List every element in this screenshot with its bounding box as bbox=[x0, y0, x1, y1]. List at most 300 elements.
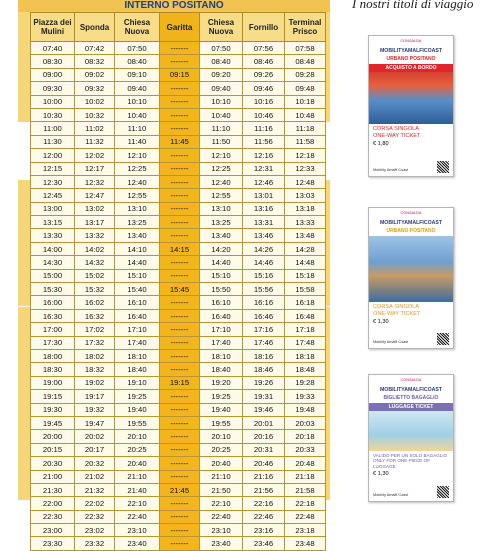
table-cell: 19:40 bbox=[200, 403, 243, 416]
ticket-footer: Mobility Amalfi Coast bbox=[373, 340, 409, 344]
table-cell: 21:00 bbox=[31, 470, 75, 483]
table-cell: 20:31 bbox=[243, 443, 285, 456]
table-row bbox=[31, 175, 326, 188]
table-cell: 19:00 bbox=[31, 376, 75, 389]
table-cell: 23:02 bbox=[75, 524, 115, 537]
table-cell: 21:56 bbox=[243, 483, 285, 496]
table-cell: 09:02 bbox=[75, 68, 115, 81]
ticket-top-label: CONSALDA bbox=[400, 378, 422, 382]
table-row bbox=[31, 256, 326, 269]
table-cell: 11:18 bbox=[285, 122, 326, 135]
table-cell: 17:10 bbox=[115, 323, 160, 336]
table-cell: 13:40 bbox=[200, 229, 243, 242]
table-cell: 14:32 bbox=[75, 256, 115, 269]
table-cell: 13:02 bbox=[75, 202, 115, 215]
col-header: Chiesa Nuova bbox=[115, 13, 160, 42]
col-header: Fornillo bbox=[243, 13, 285, 42]
table-cell: 12:17 bbox=[75, 162, 115, 175]
table-cell: 14:46 bbox=[243, 256, 285, 269]
table-row bbox=[31, 269, 326, 282]
table-cell: 07:50 bbox=[115, 42, 160, 55]
table-cell: 10:46 bbox=[243, 108, 285, 121]
table-cell: 23:40 bbox=[200, 537, 243, 550]
table-row bbox=[31, 55, 326, 68]
table-cell: 19:17 bbox=[75, 390, 115, 403]
table-cell: 19:15 bbox=[160, 376, 200, 389]
table-cell: 22:30 bbox=[31, 510, 75, 523]
qr-code-icon bbox=[437, 486, 449, 498]
table-cell: 14:26 bbox=[243, 242, 285, 255]
table-cell: 19:20 bbox=[200, 376, 243, 389]
table-cell: 09:10 bbox=[115, 68, 160, 81]
table-cell: 21:32 bbox=[75, 483, 115, 496]
table-cell: 16:16 bbox=[243, 296, 285, 309]
table-cell: 07:40 bbox=[31, 42, 75, 55]
table-cell: 22:02 bbox=[75, 497, 115, 510]
table-cell: 13:17 bbox=[75, 216, 115, 229]
col-header: Terminal Prisco bbox=[285, 13, 326, 42]
ticket-line1: CORSA SINGOLA bbox=[373, 304, 420, 310]
table-cell: 20:40 bbox=[115, 457, 160, 470]
table-cell: 12:16 bbox=[243, 149, 285, 162]
table-cell: 19:55 bbox=[115, 416, 160, 429]
table-cell: 09:26 bbox=[243, 68, 285, 81]
table-cell: 19:30 bbox=[31, 403, 75, 416]
table-cell: 21:58 bbox=[285, 483, 326, 496]
table-cell: 15:10 bbox=[115, 269, 160, 282]
table-cell: ------- bbox=[160, 537, 200, 550]
table-cell: 10:40 bbox=[115, 108, 160, 121]
table-cell: 16:10 bbox=[115, 296, 160, 309]
table-cell: ------- bbox=[160, 149, 200, 162]
table-cell: 18:10 bbox=[200, 349, 243, 362]
table-cell: 19:32 bbox=[75, 403, 115, 416]
table-cell: 20:25 bbox=[115, 443, 160, 456]
table-cell: 13:15 bbox=[31, 216, 75, 229]
table-cell: 18:10 bbox=[115, 349, 160, 362]
table-row bbox=[31, 497, 326, 510]
ticket-header bbox=[369, 36, 453, 64]
table-row bbox=[31, 42, 326, 55]
ticket-header bbox=[369, 375, 453, 403]
table-cell: 20:33 bbox=[285, 443, 326, 456]
table-cell: 15:50 bbox=[200, 283, 243, 296]
table-cell: ------- bbox=[160, 296, 200, 309]
table-cell: 14:40 bbox=[115, 256, 160, 269]
table-cell: 12:10 bbox=[115, 149, 160, 162]
table-cell: 20:46 bbox=[243, 457, 285, 470]
table-cell: 11:30 bbox=[31, 135, 75, 148]
table-cell: 12:55 bbox=[115, 189, 160, 202]
table-cell: 08:40 bbox=[200, 55, 243, 68]
table-cell: 16:00 bbox=[31, 296, 75, 309]
table-cell: 12:32 bbox=[75, 175, 115, 188]
table-cell: ------- bbox=[160, 390, 200, 403]
table-cell: 18:40 bbox=[200, 363, 243, 376]
table-cell: 18:18 bbox=[285, 349, 326, 362]
table-cell: 11:45 bbox=[160, 135, 200, 148]
table-cell: 22:10 bbox=[200, 497, 243, 510]
table-cell: ------- bbox=[160, 510, 200, 523]
table-cell: 21:10 bbox=[115, 470, 160, 483]
table-cell: 09:15 bbox=[160, 68, 200, 81]
table-cell: 20:02 bbox=[75, 430, 115, 443]
table-cell: 15:10 bbox=[200, 269, 243, 282]
table-row bbox=[31, 524, 326, 537]
table-cell: 19:15 bbox=[31, 390, 75, 403]
ticket-text bbox=[369, 302, 453, 319]
table-cell: 18:32 bbox=[75, 363, 115, 376]
table-cell: 17:30 bbox=[31, 336, 75, 349]
table-cell: 22:40 bbox=[115, 510, 160, 523]
table-cell: 17:10 bbox=[200, 323, 243, 336]
table-cell: 14:30 bbox=[31, 256, 75, 269]
table-cell: 13:33 bbox=[285, 216, 326, 229]
table-cell: 13:32 bbox=[75, 229, 115, 242]
table-cell: 21:02 bbox=[75, 470, 115, 483]
table-cell: 15:00 bbox=[31, 269, 75, 282]
qr-code-icon bbox=[437, 161, 449, 173]
table-cell: 08:46 bbox=[243, 55, 285, 68]
table-cell: 11:58 bbox=[285, 135, 326, 148]
table-row bbox=[31, 202, 326, 215]
table-cell: 21:10 bbox=[200, 470, 243, 483]
table-cell: 21:40 bbox=[115, 483, 160, 496]
table-cell: 18:02 bbox=[75, 349, 115, 362]
table-cell: 14:48 bbox=[285, 256, 326, 269]
table-cell: 14:15 bbox=[160, 242, 200, 255]
table-cell: 09:28 bbox=[285, 68, 326, 81]
table-cell: 14:02 bbox=[75, 242, 115, 255]
table-cell: 19:25 bbox=[200, 390, 243, 403]
table-cell: ------- bbox=[160, 470, 200, 483]
table-cell: ------- bbox=[160, 443, 200, 456]
table-cell: 14:40 bbox=[200, 256, 243, 269]
table-cell: 17:40 bbox=[115, 336, 160, 349]
table-cell: 13:10 bbox=[115, 202, 160, 215]
ticket-footer: Mobility Amalfi Coast bbox=[373, 168, 409, 172]
ticket-line2: ONLY FOR ONE PIECE OF LUGGAGE bbox=[373, 458, 431, 469]
table-cell: ------- bbox=[160, 323, 200, 336]
table-cell: 15:30 bbox=[31, 283, 75, 296]
table-cell: 16:18 bbox=[285, 296, 326, 309]
table-cell: 11:00 bbox=[31, 122, 75, 135]
table-cell: 17:32 bbox=[75, 336, 115, 349]
table-cell: 12:25 bbox=[200, 162, 243, 175]
table-cell: ------- bbox=[160, 416, 200, 429]
ticket-line1: CORSA SINGOLA bbox=[373, 126, 420, 132]
table-cell: 09:40 bbox=[115, 82, 160, 95]
table-cell: 20:15 bbox=[31, 443, 75, 456]
col-header: Piazza dei Mulini bbox=[31, 13, 75, 42]
table-cell: 20:18 bbox=[285, 430, 326, 443]
table-cell: 11:16 bbox=[243, 122, 285, 135]
table-cell: 10:30 bbox=[31, 108, 75, 121]
table-row bbox=[31, 189, 326, 202]
table-cell: 11:40 bbox=[115, 135, 160, 148]
table-cell: 11:02 bbox=[75, 122, 115, 135]
table-cell: 18:30 bbox=[31, 363, 75, 376]
table-cell: 17:40 bbox=[200, 336, 243, 349]
table-cell: 12:40 bbox=[200, 175, 243, 188]
table-cell: 11:50 bbox=[200, 135, 243, 148]
ticket-card bbox=[368, 374, 454, 502]
table-cell: 15:02 bbox=[75, 269, 115, 282]
table-row bbox=[31, 242, 326, 255]
table-row bbox=[31, 390, 326, 403]
col-header: Chiesa Nuova bbox=[200, 13, 243, 42]
table-cell: ------- bbox=[160, 42, 200, 55]
table-cell: 13:10 bbox=[200, 202, 243, 215]
tickets-title: I nostri titoli di viaggio bbox=[352, 0, 474, 11]
ticket-subtitle: BIGLIETTO BAGAGLIO bbox=[383, 395, 439, 401]
table-cell: 21:30 bbox=[31, 483, 75, 496]
table-cell: 19:28 bbox=[285, 376, 326, 389]
table-cell: ------- bbox=[160, 95, 200, 108]
table-cell: 16:10 bbox=[200, 296, 243, 309]
table-cell: 12:40 bbox=[115, 175, 160, 188]
table-cell: 20:25 bbox=[200, 443, 243, 456]
table-cell: 20:40 bbox=[200, 457, 243, 470]
table-cell: 15:40 bbox=[115, 283, 160, 296]
table-row bbox=[31, 416, 326, 429]
table-cell: 18:48 bbox=[285, 363, 326, 376]
table-cell: 22:32 bbox=[75, 510, 115, 523]
table-cell: 13:01 bbox=[243, 189, 285, 202]
table-cell: 08:40 bbox=[115, 55, 160, 68]
table-cell: 12:02 bbox=[75, 149, 115, 162]
ticket-band: ACQUISTO A BORDO bbox=[369, 64, 453, 72]
table-cell: ------- bbox=[160, 229, 200, 242]
table-cell: 12:18 bbox=[285, 149, 326, 162]
table-row bbox=[31, 537, 326, 550]
table-cell: 19:46 bbox=[243, 403, 285, 416]
table-row bbox=[31, 336, 326, 349]
table-cell: 23:46 bbox=[243, 537, 285, 550]
table-row bbox=[31, 457, 326, 470]
table-cell: 14:00 bbox=[31, 242, 75, 255]
table-cell: 07:50 bbox=[200, 42, 243, 55]
table-cell: 17:16 bbox=[243, 323, 285, 336]
table-cell: 09:00 bbox=[31, 68, 75, 81]
ticket-photo bbox=[369, 64, 453, 124]
table-cell: 09:30 bbox=[31, 82, 75, 95]
table-cell: 18:16 bbox=[243, 349, 285, 362]
table-cell: ------- bbox=[160, 269, 200, 282]
table-cell: 08:48 bbox=[285, 55, 326, 68]
table-cell: 13:03 bbox=[285, 189, 326, 202]
table-cell: ------- bbox=[160, 309, 200, 322]
table-cell: 14:28 bbox=[285, 242, 326, 255]
table-cell: 17:18 bbox=[285, 323, 326, 336]
ticket-subtitle: URBANO POSITANO bbox=[386, 56, 436, 62]
table-cell: 19:45 bbox=[31, 416, 75, 429]
timetable-body bbox=[31, 42, 326, 551]
timetable bbox=[30, 12, 326, 551]
table-cell: 12:31 bbox=[243, 162, 285, 175]
table-cell: 20:01 bbox=[243, 416, 285, 429]
ticket-band: LUGGAGE TICKET bbox=[369, 403, 453, 411]
table-cell: 23:16 bbox=[243, 524, 285, 537]
ticket-line2: ONE-WAY TICKET bbox=[373, 132, 421, 139]
ticket-price: € 1,30 bbox=[373, 319, 389, 325]
table-cell: 19:55 bbox=[200, 416, 243, 429]
table-cell: 13:46 bbox=[243, 229, 285, 242]
col-header: Garitta bbox=[160, 13, 200, 42]
ticket-line1: VALIDO PER UN SOLO BAGAGLIO bbox=[373, 453, 448, 458]
ticket-card bbox=[368, 35, 454, 177]
table-cell: 19:31 bbox=[243, 390, 285, 403]
table-cell: 15:58 bbox=[285, 283, 326, 296]
table-cell: 08:32 bbox=[75, 55, 115, 68]
table-row bbox=[31, 283, 326, 296]
table-cell: 09:20 bbox=[200, 68, 243, 81]
table-cell: 10:16 bbox=[243, 95, 285, 108]
table-row bbox=[31, 309, 326, 322]
table-cell: 14:10 bbox=[115, 242, 160, 255]
table-cell: 19:25 bbox=[115, 390, 160, 403]
table-row bbox=[31, 95, 326, 108]
table-row bbox=[31, 82, 326, 95]
table-cell: 19:33 bbox=[285, 390, 326, 403]
table-row bbox=[31, 349, 326, 362]
table-cell: 22:10 bbox=[115, 497, 160, 510]
table-cell: 15:18 bbox=[285, 269, 326, 282]
qr-code-icon bbox=[437, 333, 449, 345]
table-cell: 10:48 bbox=[285, 108, 326, 121]
table-cell: 09:46 bbox=[243, 82, 285, 95]
table-cell: 08:30 bbox=[31, 55, 75, 68]
table-cell: 22:40 bbox=[200, 510, 243, 523]
ticket-text bbox=[369, 451, 453, 471]
ticket-price: € 1,30 bbox=[373, 471, 389, 478]
table-cell: 13:30 bbox=[31, 229, 75, 242]
table-cell: 12:48 bbox=[285, 175, 326, 188]
table-cell: 23:32 bbox=[75, 537, 115, 550]
table-cell: 20:10 bbox=[200, 430, 243, 443]
table-cell: 18:00 bbox=[31, 349, 75, 362]
table-cell: 12:33 bbox=[285, 162, 326, 175]
table-cell: 09:40 bbox=[200, 82, 243, 95]
table-cell: ------- bbox=[160, 202, 200, 215]
table-cell: 23:40 bbox=[115, 537, 160, 550]
table-cell: 12:10 bbox=[200, 149, 243, 162]
table-cell: 20:16 bbox=[243, 430, 285, 443]
table-cell: 12:45 bbox=[31, 189, 75, 202]
table-cell: 20:17 bbox=[75, 443, 115, 456]
ticket-brand: MOBILITYAMALFICOAST bbox=[379, 48, 443, 54]
table-cell: 17:46 bbox=[243, 336, 285, 349]
table-cell: 12:55 bbox=[200, 189, 243, 202]
table-cell: 16:32 bbox=[75, 309, 115, 322]
table-cell: ------- bbox=[160, 216, 200, 229]
table-cell: 20:10 bbox=[115, 430, 160, 443]
table-cell: 16:40 bbox=[200, 309, 243, 322]
table-cell: 15:45 bbox=[160, 283, 200, 296]
table-cell: 12:25 bbox=[115, 162, 160, 175]
table-row bbox=[31, 403, 326, 416]
table-cell: 12:15 bbox=[31, 162, 75, 175]
table-cell: 17:02 bbox=[75, 323, 115, 336]
table-cell: 11:32 bbox=[75, 135, 115, 148]
ticket-text bbox=[369, 124, 453, 141]
table-cell: 22:00 bbox=[31, 497, 75, 510]
table-cell: 16:02 bbox=[75, 296, 115, 309]
table-cell: 17:48 bbox=[285, 336, 326, 349]
table-cell: 22:18 bbox=[285, 497, 326, 510]
table-cell: 10:02 bbox=[75, 95, 115, 108]
table-cell: 07:42 bbox=[75, 42, 115, 55]
table-cell: 13:25 bbox=[115, 216, 160, 229]
table-cell: 22:48 bbox=[285, 510, 326, 523]
table-cell: 13:31 bbox=[243, 216, 285, 229]
table-cell: 23:10 bbox=[115, 524, 160, 537]
table-cell: 10:32 bbox=[75, 108, 115, 121]
table-cell: 19:48 bbox=[285, 403, 326, 416]
table-cell: 11:10 bbox=[200, 122, 243, 135]
table-cell: 21:16 bbox=[243, 470, 285, 483]
ticket-line2: ONE-WAY TICKET bbox=[373, 310, 421, 317]
table-cell: 23:30 bbox=[31, 537, 75, 550]
table-cell: 10:18 bbox=[285, 95, 326, 108]
table-cell: ------- bbox=[160, 108, 200, 121]
table-cell: 21:18 bbox=[285, 470, 326, 483]
table-row bbox=[31, 135, 326, 148]
table-cell: 20:32 bbox=[75, 457, 115, 470]
table-cell: ------- bbox=[160, 336, 200, 349]
table-row bbox=[31, 122, 326, 135]
table-cell: 12:30 bbox=[31, 175, 75, 188]
ticket-price: € 1,80 bbox=[373, 141, 389, 147]
table-cell: 09:48 bbox=[285, 82, 326, 95]
ticket-footer: Mobility Amalfi Coast bbox=[373, 493, 409, 497]
table-cell: ------- bbox=[160, 430, 200, 443]
table-cell: 23:00 bbox=[31, 524, 75, 537]
ticket-photo bbox=[369, 236, 453, 302]
table-cell: 18:40 bbox=[115, 363, 160, 376]
table-cell: 09:32 bbox=[75, 82, 115, 95]
ticket-top-label: CONSALDA bbox=[400, 39, 422, 43]
table-cell: 15:16 bbox=[243, 269, 285, 282]
table-cell: ------- bbox=[160, 55, 200, 68]
table-row bbox=[31, 216, 326, 229]
table-cell: 21:50 bbox=[200, 483, 243, 496]
table-cell: 16:48 bbox=[285, 309, 326, 322]
table-cell: 10:00 bbox=[31, 95, 75, 108]
ticket-photo bbox=[369, 411, 453, 451]
table-cell: 20:03 bbox=[285, 416, 326, 429]
table-row bbox=[31, 430, 326, 443]
table-cell: 16:40 bbox=[115, 309, 160, 322]
table-cell: 19:47 bbox=[75, 416, 115, 429]
table-cell: 12:47 bbox=[75, 189, 115, 202]
table-cell: 22:46 bbox=[243, 510, 285, 523]
table-cell: 23:48 bbox=[285, 537, 326, 550]
ticket-brand: MOBILITYAMALFICOAST bbox=[379, 387, 443, 393]
table-cell: ------- bbox=[160, 524, 200, 537]
table-row bbox=[31, 483, 326, 496]
table-cell: 15:32 bbox=[75, 283, 115, 296]
table-cell: 12:00 bbox=[31, 149, 75, 162]
table-cell: ------- bbox=[160, 256, 200, 269]
ticket-header bbox=[369, 208, 453, 236]
col-header: Sponda bbox=[75, 13, 115, 42]
table-cell: 22:16 bbox=[243, 497, 285, 510]
table-cell: ------- bbox=[160, 497, 200, 510]
table-cell: ------- bbox=[160, 403, 200, 416]
table-cell: 07:56 bbox=[243, 42, 285, 55]
table-cell: ------- bbox=[160, 175, 200, 188]
